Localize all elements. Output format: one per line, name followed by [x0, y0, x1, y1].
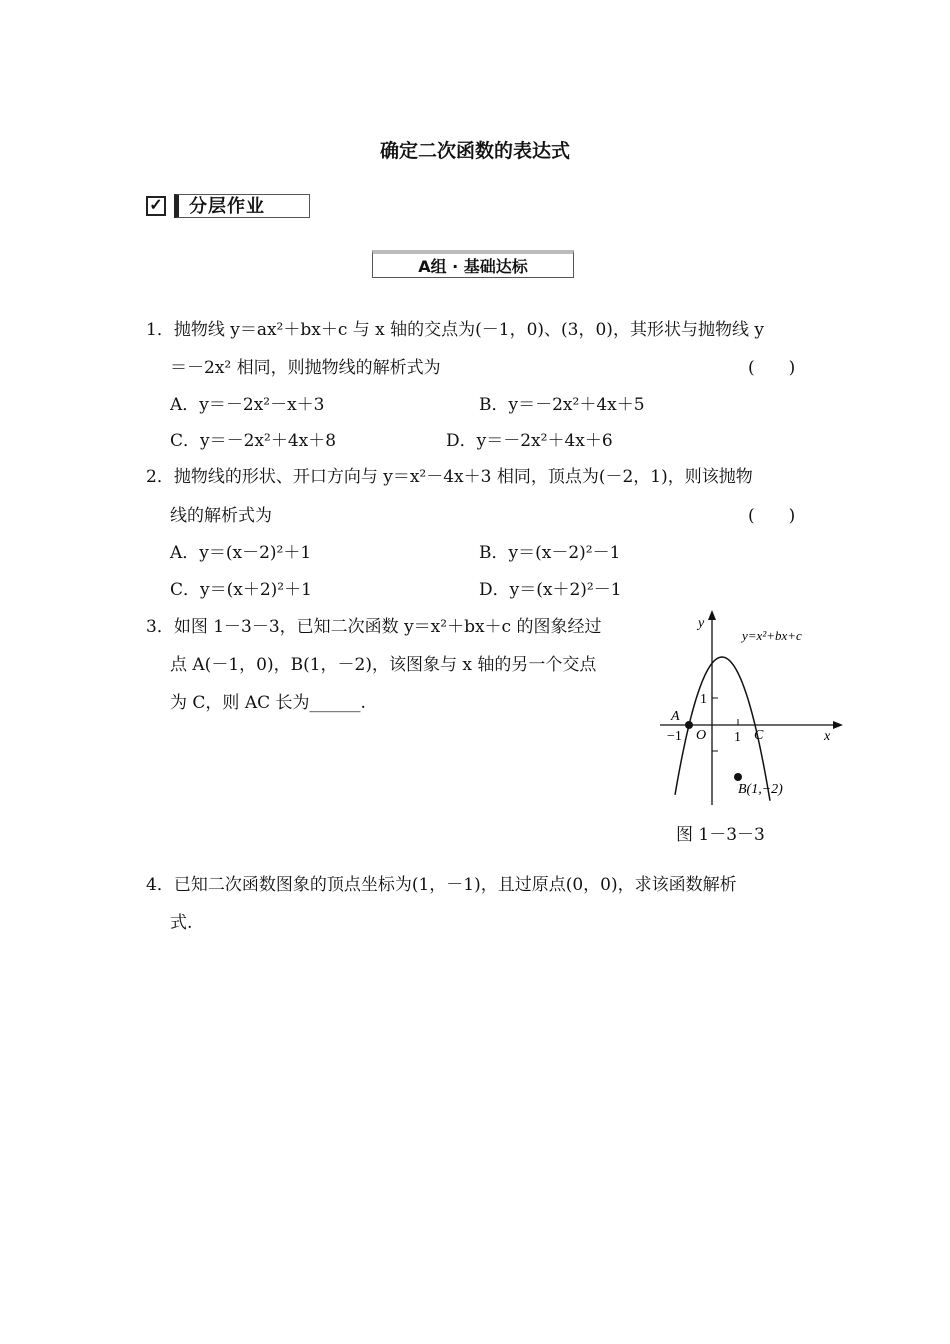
y-axis-arrow: [708, 610, 716, 620]
figure-caption: 图 1－3－3: [676, 825, 765, 845]
q4-line1: 4．已知二次函数图象的顶点坐标为(1，－1)，且过原点(0，0)，求该函数解析: [146, 875, 737, 895]
q2-option-c: C．y＝(x＋2)²＋1: [170, 580, 312, 600]
q1-line1: 1．抛物线 y＝ax²＋bx＋c 与 x 轴的交点为(－1，0)、(3，0)，其形状与抛物线 y: [146, 320, 764, 340]
group-label: A组 · 基础达标: [372, 250, 574, 278]
q1-option-d: D．y＝－2x²＋4x＋6: [446, 431, 613, 451]
q2-line2: 线的解析式为: [170, 506, 272, 526]
q2-option-d: D．y＝(x＋2)²－1: [479, 580, 622, 600]
x-label: x: [824, 729, 831, 744]
q3-line2: 点 A(－1，0)，B(1，－2)，该图象与 x 轴的另一个交点: [170, 655, 597, 675]
page-title: 确定二次函数的表达式: [379, 140, 570, 162]
q1-option-a: A．y＝－2x²－x＋3: [170, 395, 325, 415]
section-label: 分层作业: [174, 194, 310, 218]
parabola-figure: [640, 600, 850, 815]
label-o: O: [696, 728, 707, 743]
label-c: C: [754, 728, 764, 743]
point-b: [734, 773, 742, 781]
q2-option-b: B．y＝(x－2)²－1: [479, 543, 621, 563]
q1-option-b: B．y＝－2x²＋4x＋5: [479, 395, 645, 415]
tick-label-1y: 1: [700, 692, 707, 707]
q1-line2: ＝－2x² 相同，则抛物线的解析式为: [170, 358, 441, 378]
checkbox-icon: ✓: [146, 196, 166, 216]
point-a: [685, 721, 693, 729]
label-b: B(1,−2): [738, 782, 783, 797]
q2-line1: 2．抛物线的形状、开口方向与 y＝x²－4x＋3 相同，顶点为(－2，1)，则该抛物: [146, 467, 753, 487]
q2-answer-paren: ( ): [748, 506, 796, 526]
q3-line3: 为 C，则 AC 长为______.: [170, 693, 366, 713]
tick-label-1x: 1: [734, 730, 741, 745]
equation-label: y=x²+bx+c: [742, 628, 802, 643]
q1-option-c: C．y＝－2x²＋4x＋8: [170, 431, 337, 451]
label-a: A: [671, 709, 680, 724]
x-axis-arrow: [833, 721, 843, 729]
q1-answer-paren: ( ): [748, 358, 796, 378]
q2-option-a: A．y＝(x－2)²＋1: [170, 543, 312, 563]
q3-line1: 3．如图 1－3－3，已知二次函数 y＝x²＋bx＋c 的图象经过: [146, 617, 602, 637]
tick-label-neg1: −1: [667, 729, 682, 744]
y-label: y: [698, 616, 705, 631]
q4-line2: 式.: [170, 913, 193, 933]
